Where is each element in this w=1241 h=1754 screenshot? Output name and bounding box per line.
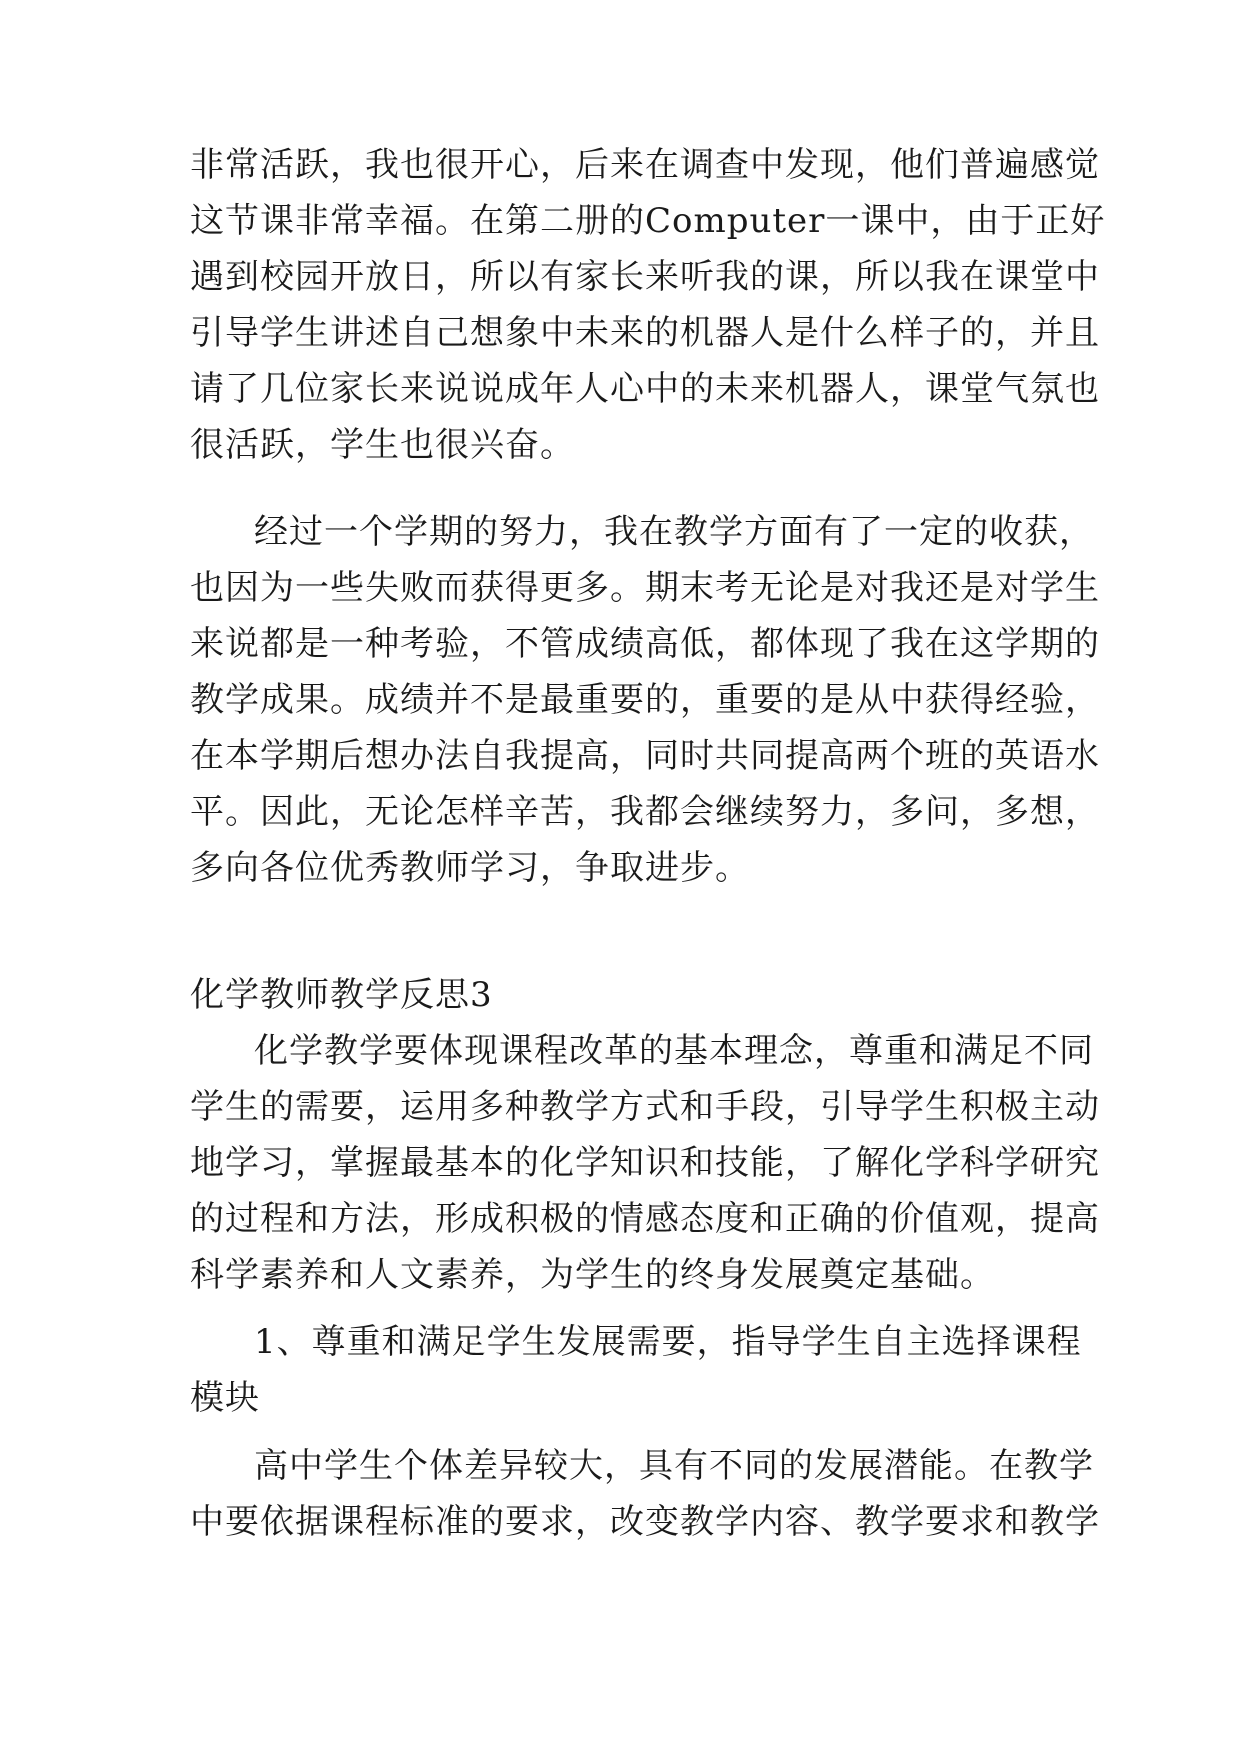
text-line: 遇到校园开放日，所以有家长来听我的课，所以我在课堂中 xyxy=(190,257,1100,297)
numbered-item-line: 1、尊重和满足学生发展需要，指导学生自主选择课程 xyxy=(254,1322,1082,1362)
text-line: 的过程和方法，形成积极的情感态度和正确的价值观，提高 xyxy=(190,1199,1100,1239)
text-line: 这节课非常幸福。在第二册的Computer一课中，由于正好 xyxy=(190,201,1106,241)
paragraph-first-line: 高中学生个体差异较大，具有不同的发展潜能。在教学 xyxy=(254,1446,1094,1486)
text-line: 非常活跃，我也很开心，后来在调查中发现，他们普遍感觉 xyxy=(190,145,1100,185)
text-line: 在本学期后想办法自我提高，同时共同提高两个班的英语水 xyxy=(190,736,1100,776)
text-line: 中要依据课程标准的要求，改变教学内容、教学要求和教学 xyxy=(190,1502,1100,1542)
text-line: 地学习，掌握最基本的化学知识和技能，了解化学科学研究 xyxy=(190,1143,1100,1183)
text-line: 引导学生讲述自己想象中未来的机器人是什么样子的，并且 xyxy=(190,313,1100,353)
text-line: 平。因此，无论怎样辛苦，我都会继续努力，多问，多想， xyxy=(190,792,1100,832)
text-line: 来说都是一种考验，不管成绩高低，都体现了我在这学期的 xyxy=(190,624,1100,664)
text-line: 科学素养和人文素养，为学生的终身发展奠定基础。 xyxy=(190,1255,995,1295)
text-line: 也因为一些失败而获得更多。期末考无论是对我还是对学生 xyxy=(190,568,1100,608)
text-line: 请了几位家长来说说成年人心中的未来机器人，课堂气氛也 xyxy=(190,369,1100,409)
text-line: 模块 xyxy=(190,1378,260,1418)
text-line: 教学成果。成绩并不是最重要的，重要的是从中获得经验， xyxy=(190,680,1100,720)
paragraph-first-line: 化学教学要体现课程改革的基本理念，尊重和满足不同 xyxy=(254,1031,1094,1071)
text-line: 多向各位优秀教师学习，争取进步。 xyxy=(190,848,750,888)
paragraph-first-line: 经过一个学期的努力，我在教学方面有了一定的收获， xyxy=(254,512,1094,552)
text-line: 学生的需要，运用多种教学方式和手段，引导学生积极主动 xyxy=(190,1087,1100,1127)
section-heading: 化学教师教学反思3 xyxy=(190,975,493,1015)
text-line: 很活跃，学生也很兴奋。 xyxy=(190,425,575,465)
